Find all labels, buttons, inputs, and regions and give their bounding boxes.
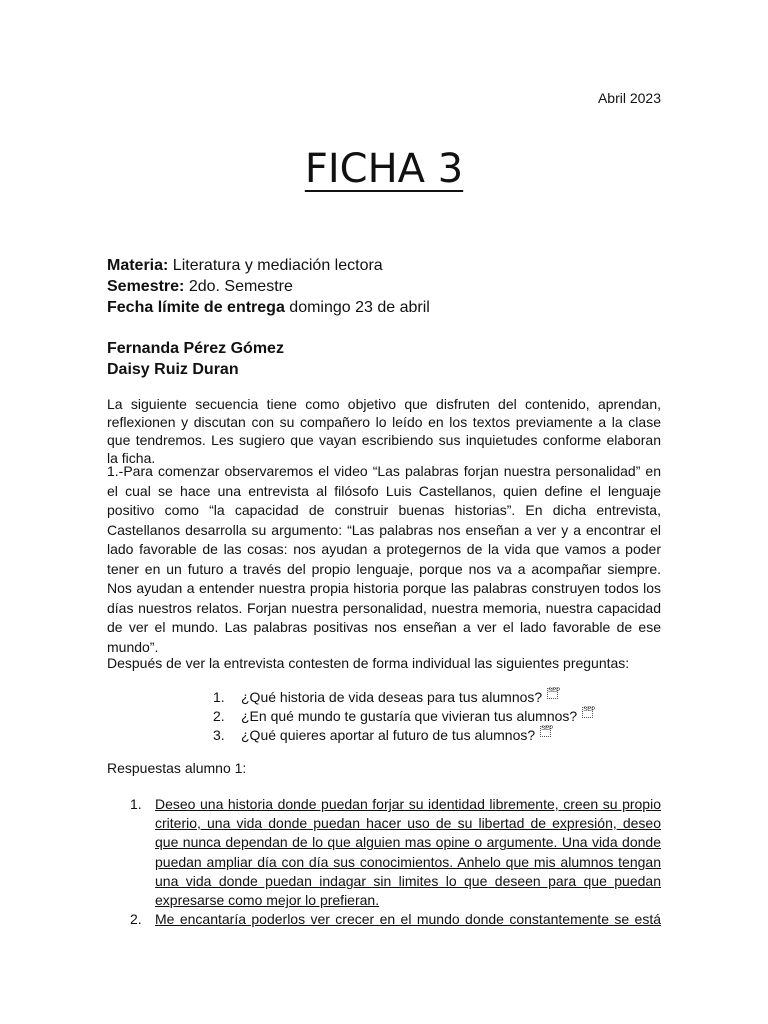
- semestre-line: [107, 276, 667, 297]
- author-name: Daisy Ruiz Duran: [107, 361, 239, 378]
- question-text: ¿En qué mundo te gustaría que vivieran tus alumnos?: [241, 708, 578, 724]
- missing-glyph-icon: SEP: [547, 688, 558, 699]
- instructions-paragraph: Después de ver la entrevista contesten de forma individual las siguientes preguntas:: [107, 655, 630, 671]
- course-info: [107, 255, 667, 318]
- missing-glyph-icon: SEP: [582, 707, 593, 718]
- responses-label: Respuestas alumno 1:: [107, 760, 247, 776]
- answer-number: 1.: [130, 796, 142, 812]
- document-date: Abril 2023: [597, 90, 661, 106]
- question-number: 2.: [213, 708, 225, 724]
- answer-number: 2.: [130, 911, 142, 928]
- materia-label: Materia:: [107, 257, 169, 274]
- fecha-label: Fecha límite de entrega: [107, 299, 285, 316]
- answer-text: Me encantaría poderlos ver crecer en el mundo donde constantemente se está: [155, 911, 661, 928]
- title-text: FICHA 3: [304, 146, 464, 192]
- list-item: [213, 688, 593, 707]
- list-item: [130, 910, 661, 929]
- questions-list: [213, 688, 596, 745]
- question-text: ¿Qué historia de vida deseas para tus alumnos?: [241, 689, 543, 705]
- missing-glyph-icon: SEP: [540, 726, 551, 737]
- materia-line: [107, 255, 667, 276]
- authors: [107, 338, 284, 380]
- question-number: 1.: [213, 689, 225, 705]
- answer-text: Deseo una historia donde puedan forjar su identidad libremente, creen su propio criterio, una vida donde puedan hacer uso de su libertad de expresión, deseo que nunca dependan de lo que alguien mas opine o argumente. Una vida donde puedan ampliar día con día sus conocimientos. Anhelo que mis alumnos tengan una vida donde puedan indagar sin limites lo que deseen para que puedan expresarse como mejor lo prefieran.: [155, 796, 661, 909]
- question-text: ¿Qué quieres aportar al futuro de tus alumnos?: [241, 727, 536, 743]
- list-item: [130, 795, 661, 910]
- semestre-value: 2do. Semestre: [184, 278, 293, 295]
- answers-list: [130, 795, 661, 929]
- list-item: [213, 726, 593, 745]
- section-1-paragraph: 1.-Para comenzar observaremos el video “Las palabras forjan nuestra personalidad” en el cual se hace una entrevista al filósofo Luis Castellanos, quien define el lenguaje positivo como “la capacidad de construir buenas historias”. En dicha entrevista, Castellanos desarrolla su argumento: “Las palabras nos enseñan a ver y a encontrar el lado favorable de las cosas: nos ayudan a protegernos de la vida que vamos a poder tener en un futuro a través del propio lenguaje, porque nos va a acompañar siempre. Nos ayudan a entender nuestra propia historia porque las palabras construyen todos los días nuestros relatos. Forjan nuestra personalidad, nuestra memoria, nuestra capacidad de ver el mundo. Las palabras positivas nos enseñan a ver el lado favorable de ese mundo”.: [107, 463, 661, 655]
- fecha-line: [107, 297, 667, 318]
- question-number: 3.: [213, 727, 225, 743]
- fecha-value: domingo 23 de abril: [284, 299, 430, 316]
- list-item: [213, 707, 596, 726]
- intro-paragraph: La siguiente secuencia tiene como objetivo que disfruten del contenido, aprendan, reflexionen y discutan con su compañero lo leído en los textos previamente a la clase que tendremos. Les sugiero que vayan escribiendo sus inquietudes conforme elaboran la ficha.: [107, 396, 661, 466]
- document-title: [0, 146, 768, 192]
- author-name: Fernanda Pérez Gómez: [107, 340, 284, 357]
- semestre-label: Semestre:: [107, 278, 185, 295]
- materia-value: Literatura y mediación lectora: [168, 257, 383, 274]
